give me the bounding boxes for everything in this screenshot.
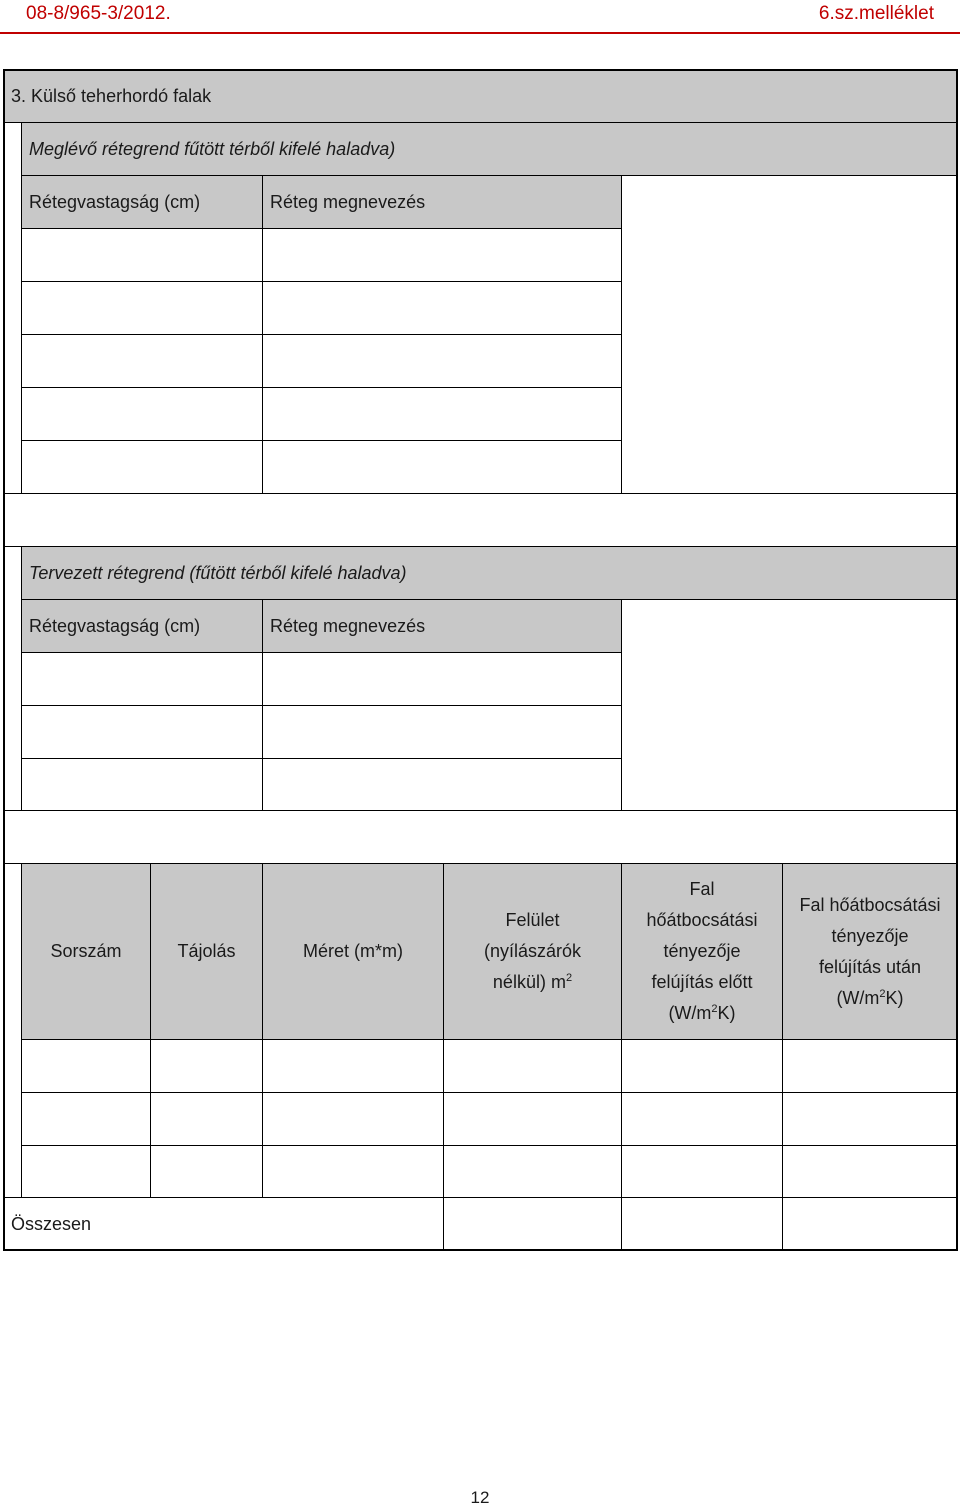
existing-layer-name-cell[interactable] [262,228,622,282]
area-cell[interactable] [443,1092,622,1146]
planned-layer-name-cell[interactable] [262,705,622,759]
planned-layer-name-cell[interactable] [262,758,622,811]
u-before-unit-part: K) [717,1003,736,1023]
number-cell[interactable] [21,1092,151,1146]
existing-thickness-header: Rétegvastagság (cm) [21,175,263,229]
area-header-line: (nyílászárók [483,941,582,961]
area-column-header [443,863,622,1040]
section-title: 3. Külső teherhordó falak [3,69,958,123]
u-after-header-line: Fal hőátbocsátási [799,894,941,915]
existing-thickness-cell[interactable] [21,281,263,335]
u-after-header-line: tényezője [831,925,909,946]
u-before-cell[interactable] [621,1145,783,1199]
annex-label: 6.sz.melléklet [818,3,934,24]
u-before-header-line: hőátbocsátási [646,910,758,930]
existing-layer-name-cell[interactable] [262,281,622,335]
orientation-cell[interactable] [150,1145,263,1199]
u-value-before-column-header [621,863,783,1040]
u-after-unit-part: K) [885,987,904,1008]
orientation-column-header [150,863,263,1040]
existing-layers-title: Meglévő rétegrend fűtött térből kifelé haladva) [21,122,958,176]
total-label: Összesen [3,1197,444,1251]
existing-side-cell[interactable] [621,175,958,494]
existing-layer-name-header: Réteg megnevezés [262,175,622,229]
size-column-header [262,863,444,1040]
u-after-unit-superscript: 2 [879,987,886,1000]
total-u-after-cell[interactable] [782,1197,958,1251]
planned-side-cell[interactable] [621,599,958,811]
planned-left-margin [3,546,22,811]
spacer-row [3,493,958,547]
size-cell[interactable] [262,1039,444,1093]
area-header-line: nélkül) m [492,972,566,992]
spacer-row [3,810,958,864]
existing-layer-name-cell[interactable] [262,387,622,441]
orientation-header-text: Tájolás [177,941,236,962]
existing-layer-name-cell[interactable] [262,440,622,494]
area-cell[interactable] [443,1039,622,1093]
size-cell[interactable] [262,1092,444,1146]
walls-left-margin [3,863,22,1198]
u-before-cell[interactable] [621,1039,783,1093]
number-column-header [21,863,151,1040]
u-before-header-line: felújítás előtt [651,972,753,992]
planned-thickness-cell[interactable] [21,758,263,811]
document-reference: 08-8/965-3/2012. [26,3,171,24]
planned-thickness-header: Rétegvastagság (cm) [21,599,263,653]
planned-thickness-cell[interactable] [21,705,263,759]
number-header-text: Sorszám [50,941,122,962]
u-after-cell[interactable] [782,1145,958,1199]
header-divider [0,32,960,34]
u-after-unit-part: (W/m [836,987,880,1008]
area-unit-superscript: 2 [565,972,573,984]
planned-layers-title: Tervezett rétegrend (fűtött térből kifelé haladva) [21,546,958,600]
planned-layer-name-header: Réteg megnevezés [262,599,622,653]
u-after-header-line: felújítás után [818,956,922,977]
area-header-line: Felület [505,910,560,930]
existing-left-margin [3,122,22,494]
existing-thickness-cell[interactable] [21,334,263,388]
size-cell[interactable] [262,1145,444,1199]
u-value-after-column-header [782,863,958,1040]
u-before-header-line: tényezője [663,941,741,961]
total-area-cell[interactable] [443,1197,622,1251]
area-cell[interactable] [443,1145,622,1199]
orientation-cell[interactable] [150,1039,263,1093]
existing-thickness-cell[interactable] [21,387,263,441]
u-after-cell[interactable] [782,1092,958,1146]
existing-layer-name-cell[interactable] [262,334,622,388]
u-before-unit-part: (W/m [668,1003,712,1023]
number-cell[interactable] [21,1039,151,1093]
u-before-header-line: Fal [689,879,715,899]
u-before-unit-superscript: 2 [711,1003,718,1015]
u-before-cell[interactable] [621,1092,783,1146]
planned-layer-name-cell[interactable] [262,652,622,706]
total-u-before-cell[interactable] [621,1197,783,1251]
number-cell[interactable] [21,1145,151,1199]
page-number: 12 [470,1488,490,1507]
orientation-cell[interactable] [150,1092,263,1146]
size-header-text: Méret (m*m) [303,941,403,962]
existing-thickness-cell[interactable] [21,440,263,494]
existing-thickness-cell[interactable] [21,228,263,282]
planned-thickness-cell[interactable] [21,652,263,706]
u-after-cell[interactable] [782,1039,958,1093]
